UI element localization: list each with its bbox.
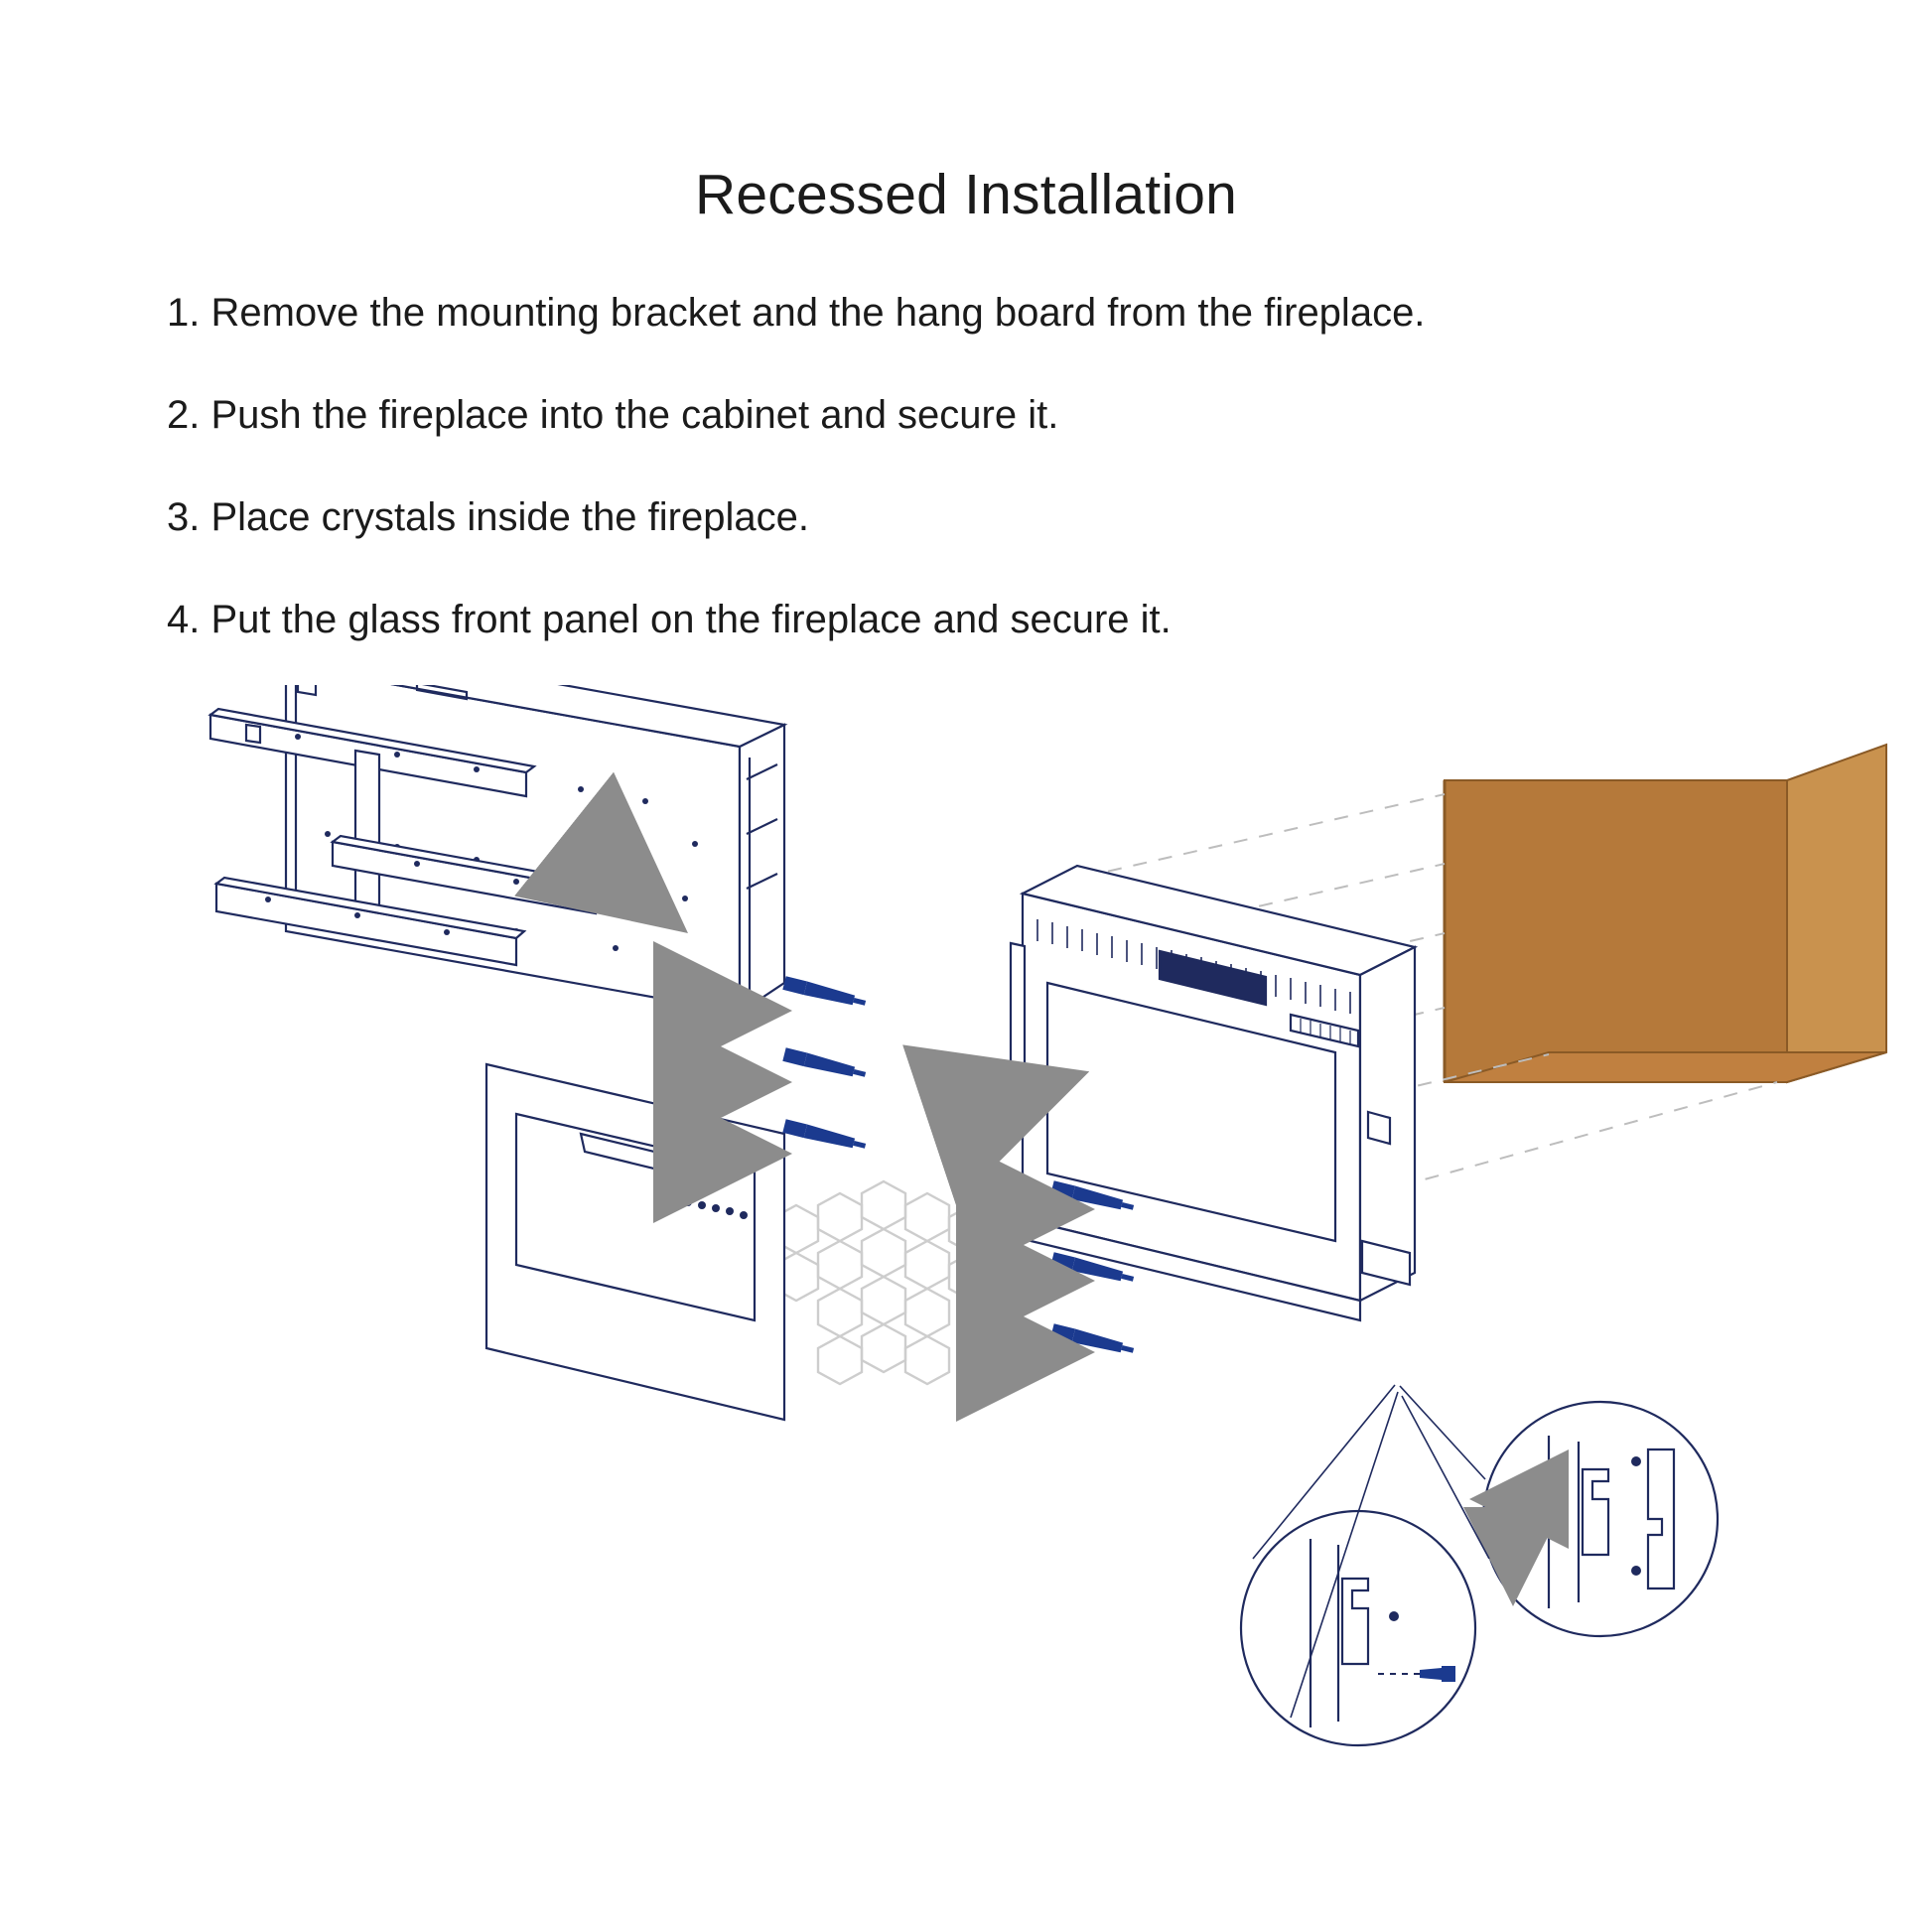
instruction-step-4: 4. Put the glass front panel on the fireplace and secure it. [167, 598, 1172, 641]
installation-diagram [0, 685, 1932, 1932]
screw [782, 976, 867, 1010]
screw [782, 1047, 867, 1081]
screw [782, 1119, 867, 1153]
instruction-step-3: 3. Place crystals inside the fireplace. [167, 495, 809, 539]
instruction-step-2: 2. Push the fireplace into the cabinet and secure it. [167, 393, 1059, 437]
instruction-step-1: 1. Remove the mounting bracket and the hang board from the fireplace. [167, 291, 1426, 335]
fireplace-body [1011, 866, 1415, 1320]
instruction-list [167, 288, 1775, 697]
wall-cabinet-recess [1445, 745, 1886, 1082]
detail-callout-left [1241, 1385, 1475, 1745]
glass-front-panel [486, 1064, 784, 1420]
page-title: Recessed Installation [694, 163, 1237, 227]
crystals [774, 1181, 993, 1384]
